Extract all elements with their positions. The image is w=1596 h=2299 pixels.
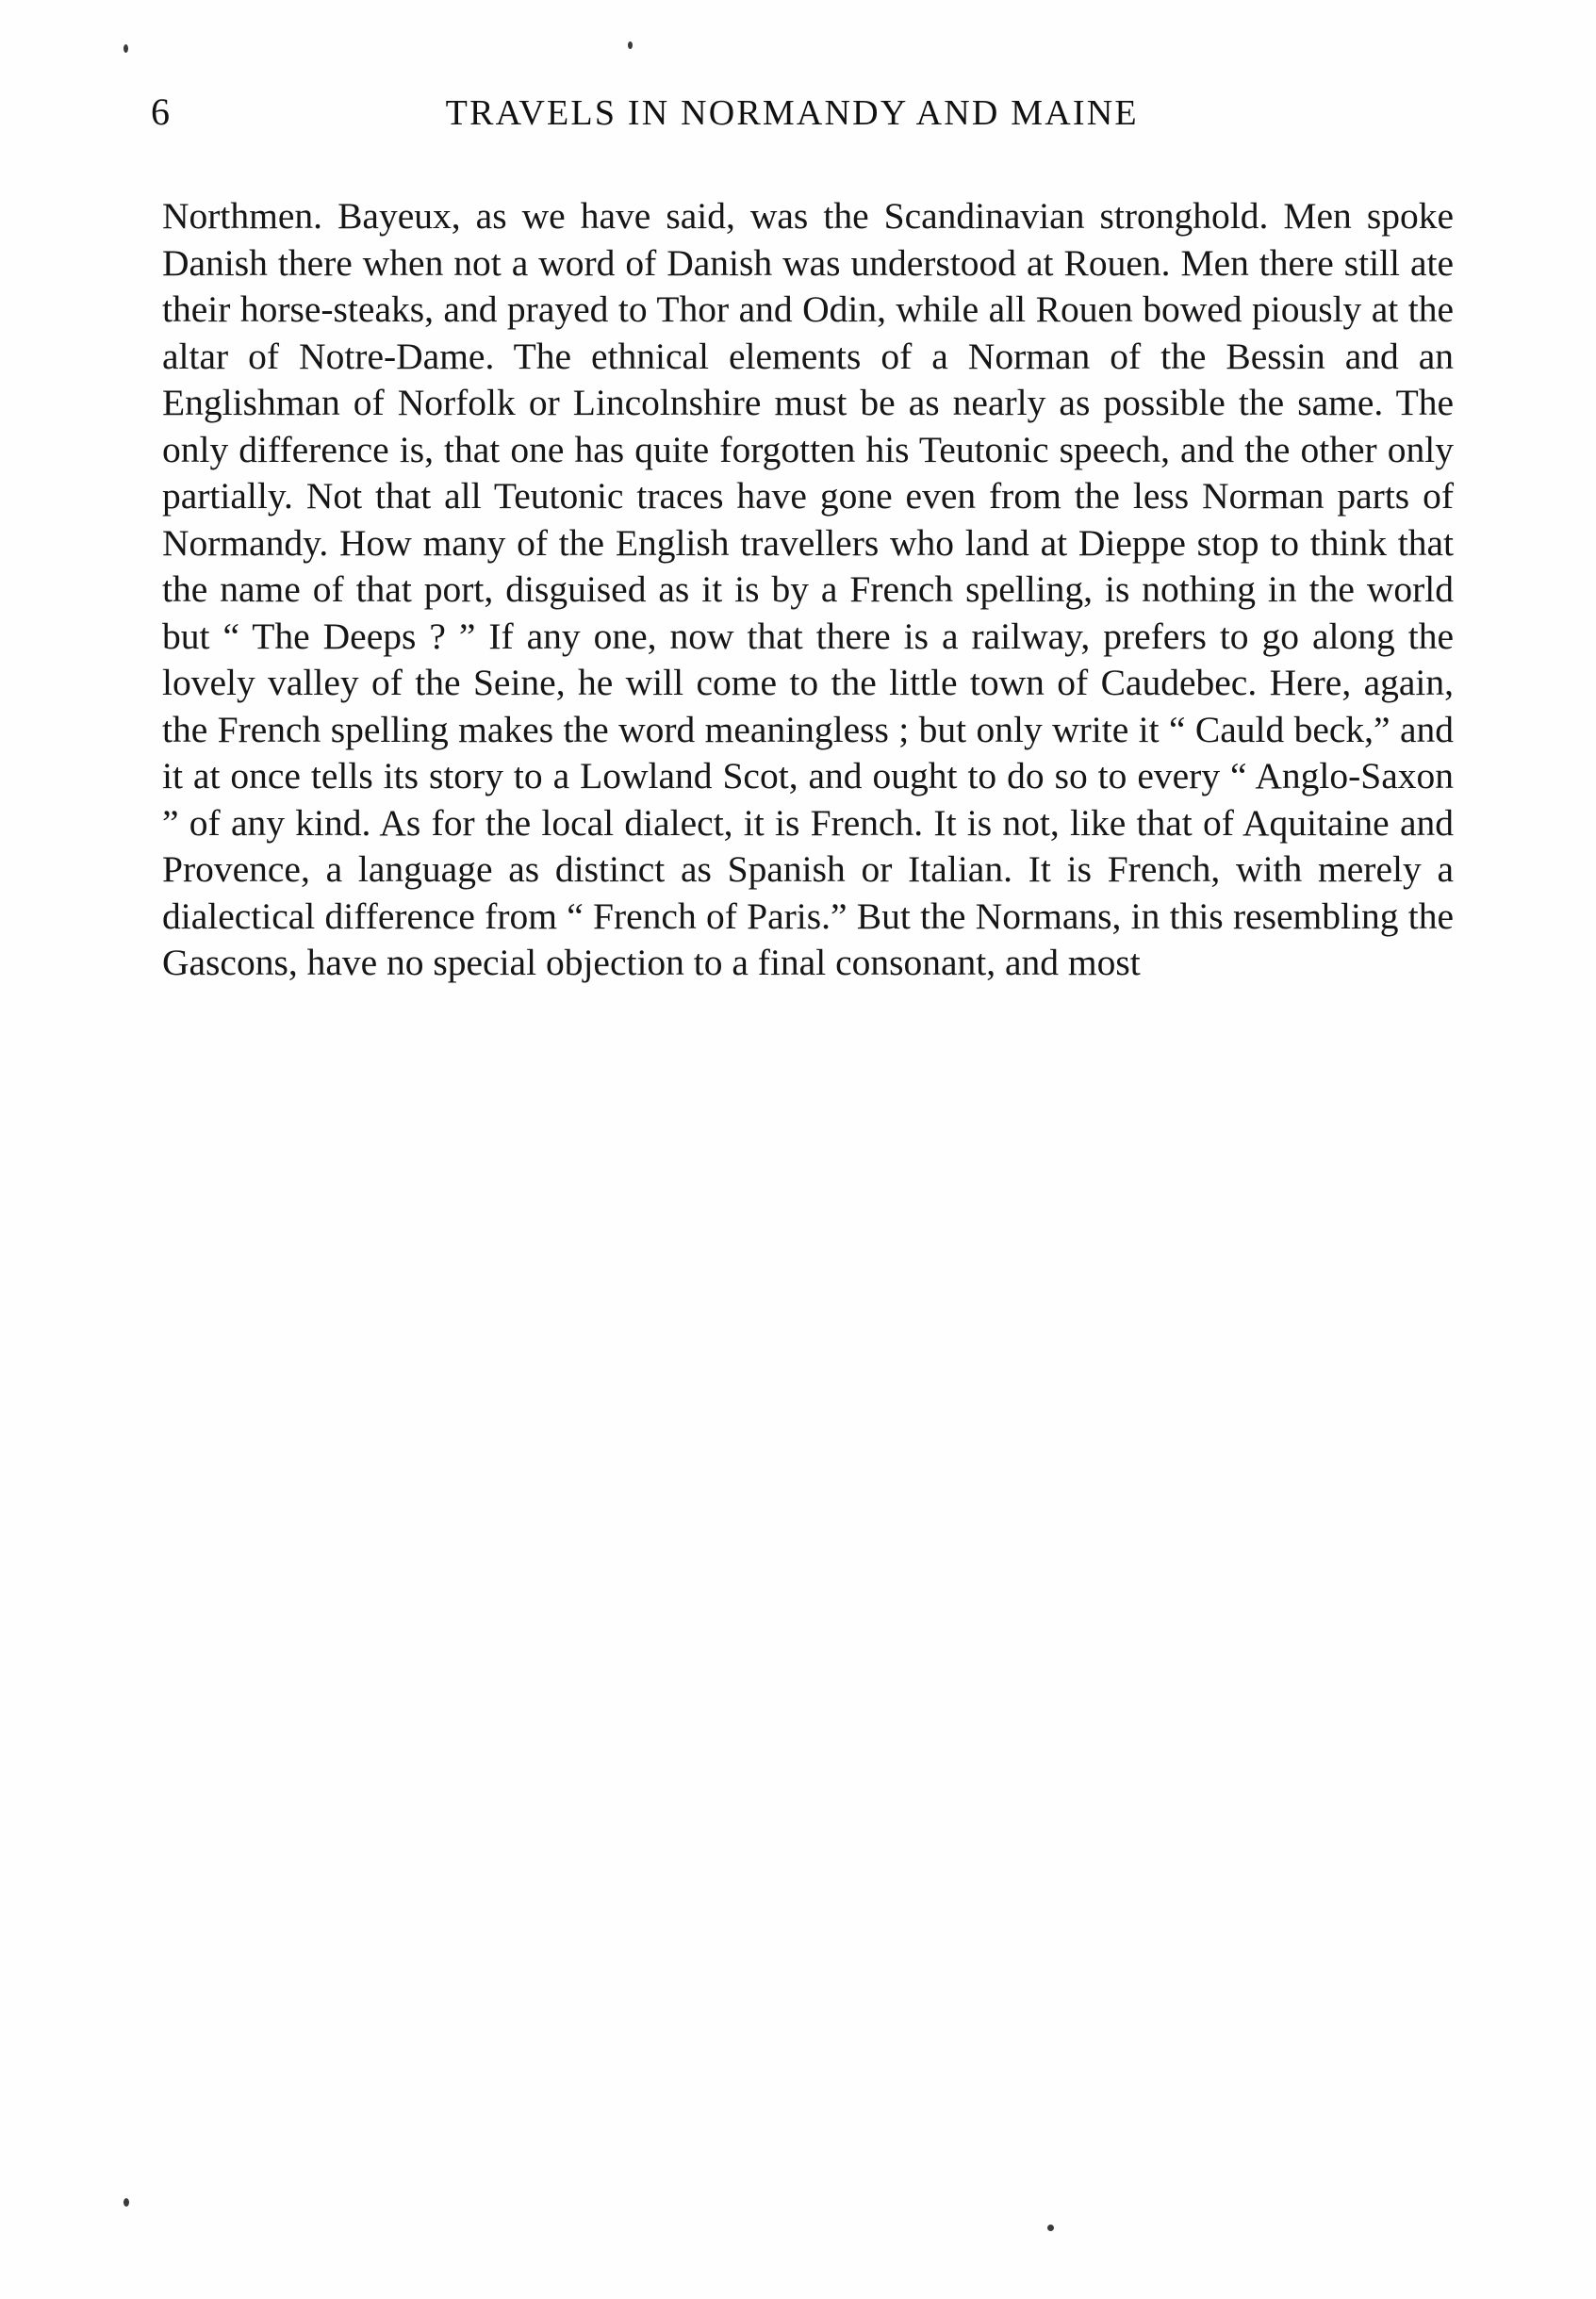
print-speck-bottom-center xyxy=(1047,2225,1054,2231)
page-header xyxy=(151,90,1452,134)
print-speck-top-left xyxy=(123,44,128,53)
running-head-title: TRAVELS IN NORMANDY AND MAINE xyxy=(445,93,1139,133)
page-number: 6 xyxy=(151,90,171,133)
print-speck-top-center xyxy=(628,41,633,49)
page-body xyxy=(162,193,1454,987)
body-paragraph: Northmen. Bayeux, as we have said, was the Scandinavian stronghold. Men spoke Danish there when not a word of Danish was understood at Rouen. Men there still ate their horse-steaks, and prayed to Thor and Odin, while all Rouen bowed piously at the altar of Notre-Dame. The ethnical elements of a Norman of the Bessin and an Englishman of Norfolk or Lincolnshire must be as nearly as possible the same. The only difference is, that one has quite forgotten his Teutonic speech, and the other only partially. Not that all Teutonic traces have gone even from the less Norman parts of Normandy. How many of the English travellers who land at Dieppe stop to think that the name of that port, disguised as it is by a French spelling, is nothing in the world but “ The Deeps ? ” If any one, now that there is a railway, prefers to go along the lovely valley of the Seine, he will come to the little town of Caudebec. Here, again, the French spelling makes the word meaningless ; but only write it “ Cauld beck,” and it at once tells its story to a Lowland Scot, and ought to do so to every “ Anglo-Saxon ” of any kind. As for the local dialect, it is French. It is not, like that of Aquitaine and Provence, a language as distinct as Spanish or Italian. It is French, with merely a dialectical difference from “ French of Paris.” But the Normans, in this resembling the Gascons, have no special objection to a final consonant, and most xyxy=(162,195,1454,983)
print-speck-bottom-left xyxy=(123,2198,129,2207)
